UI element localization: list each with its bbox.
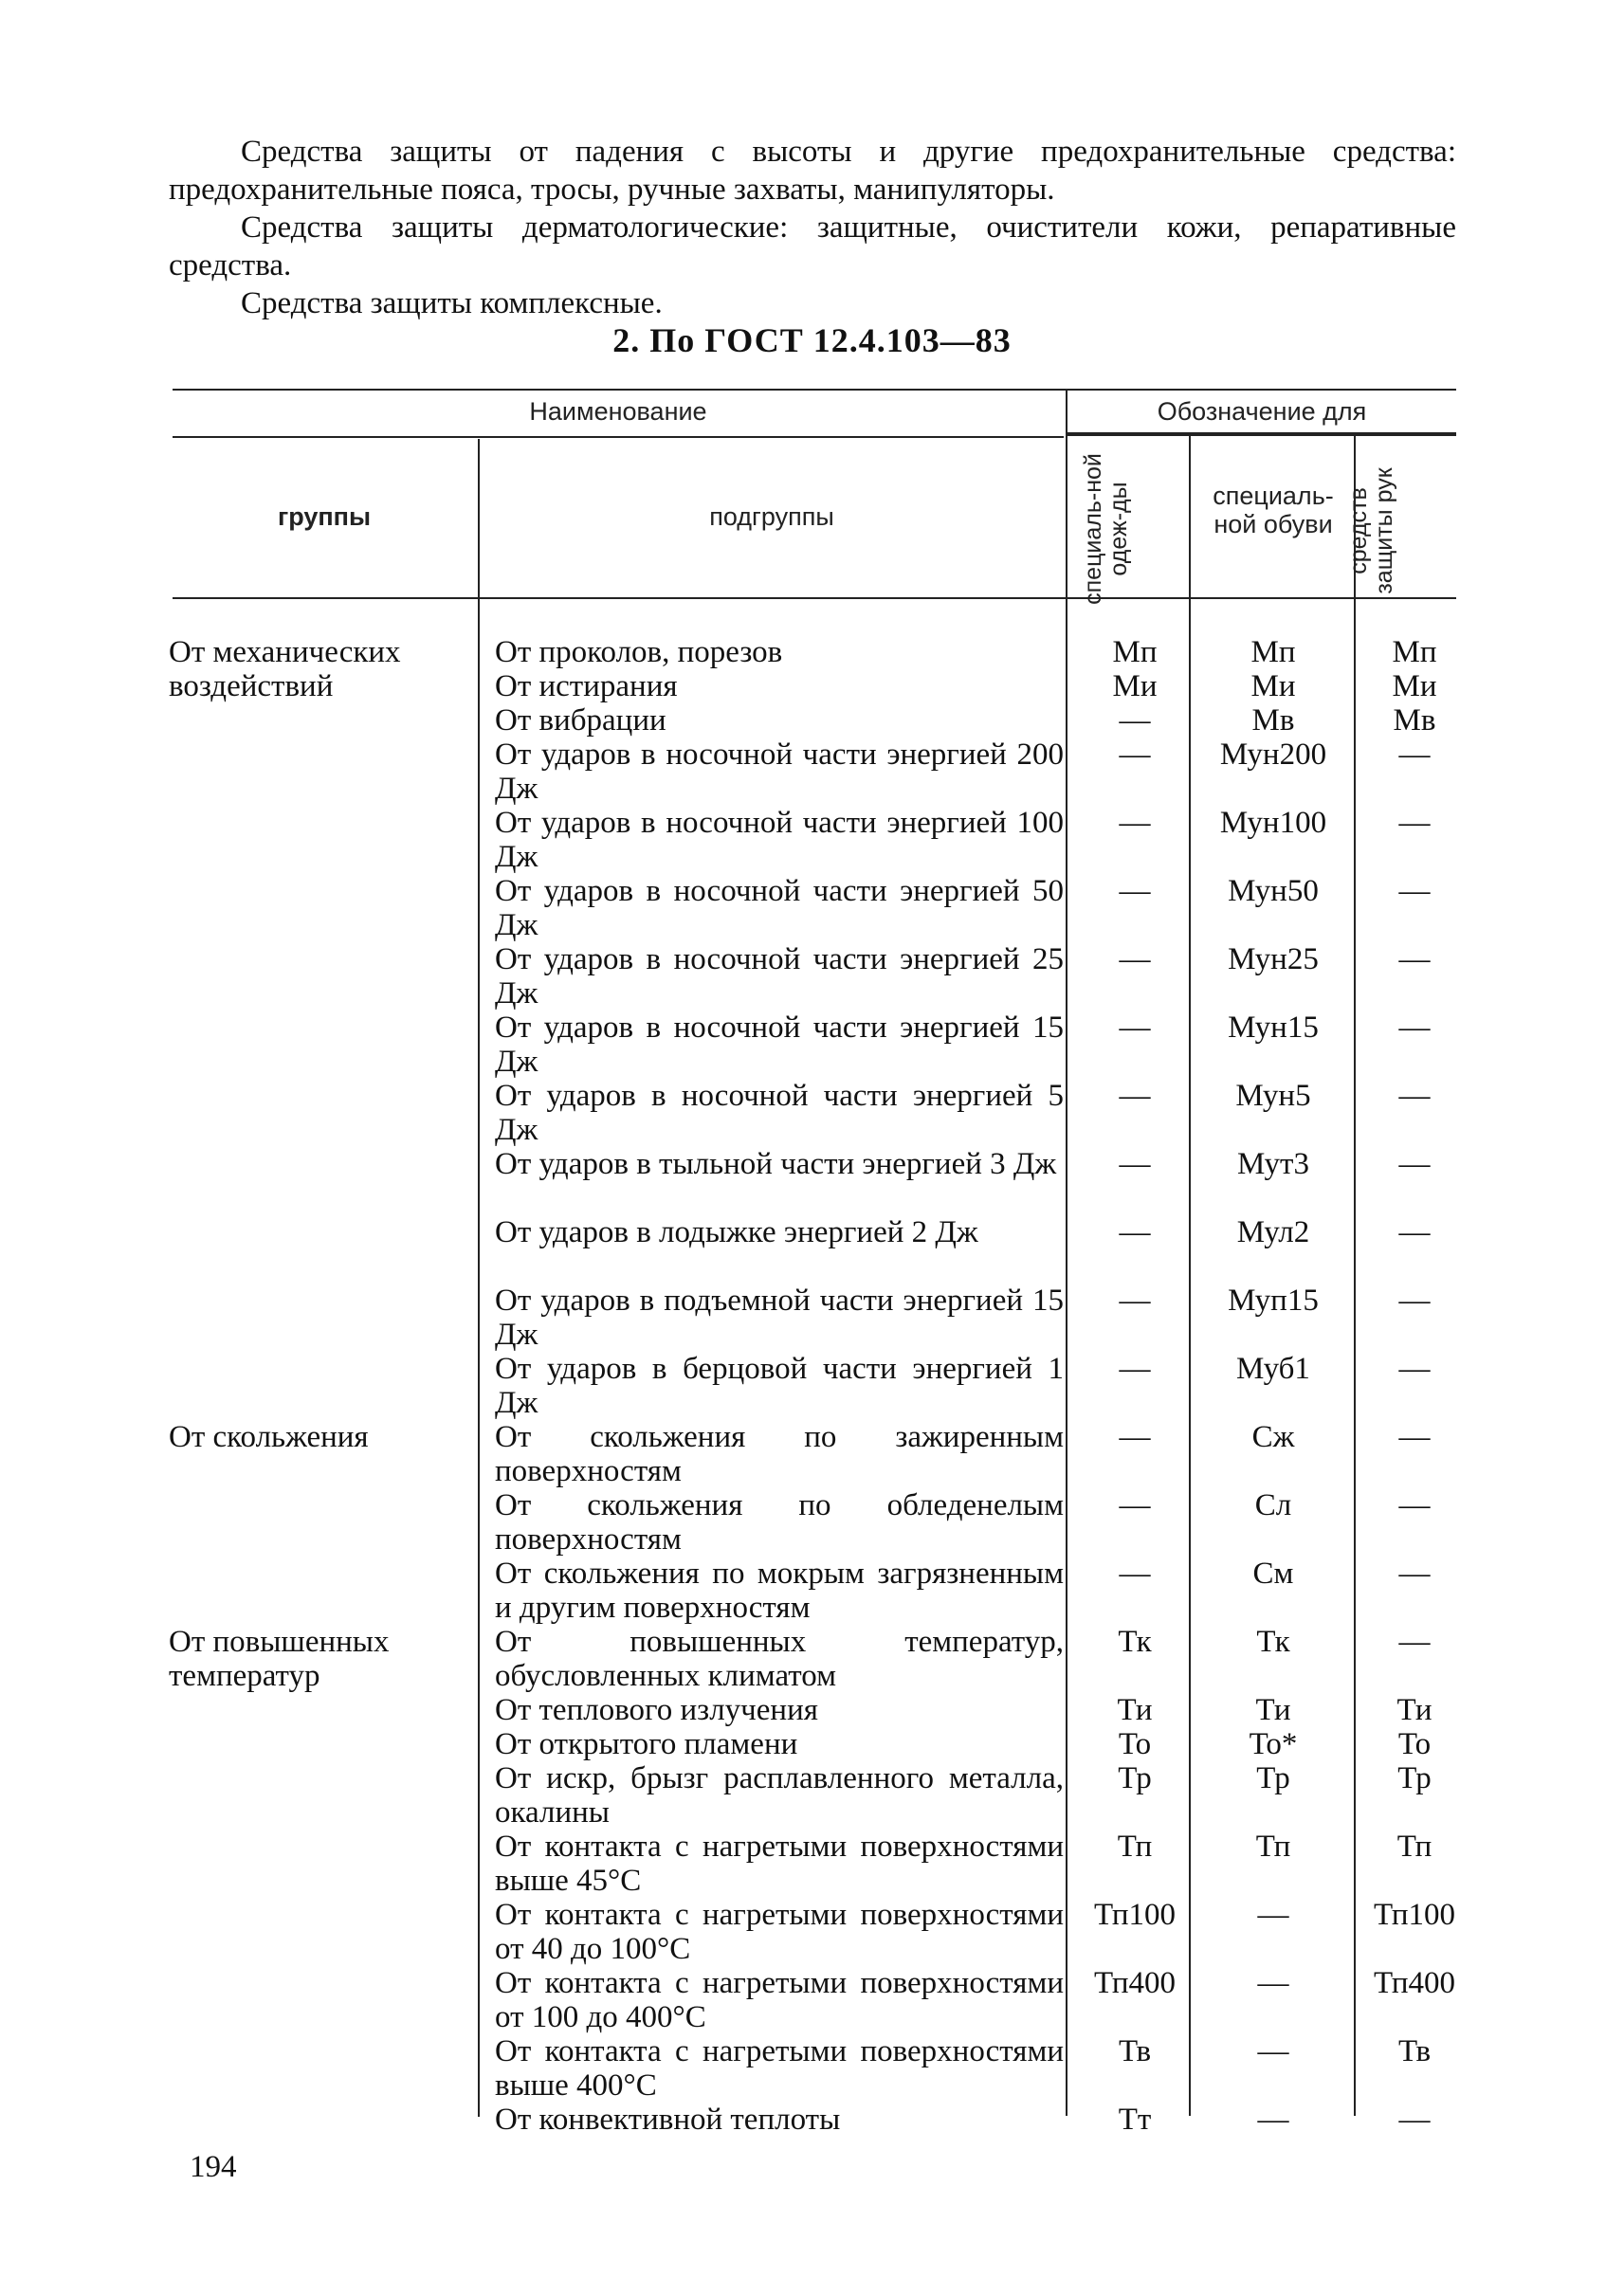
subgroup-cell: От ударов в тыльной части энергией 3 Дж — [495, 1147, 1057, 1181]
clothing-code: Ми — [1112, 669, 1158, 703]
footwear-code: Мп — [1250, 635, 1296, 669]
hands-code: Тп400 — [1373, 1966, 1456, 2000]
clothing-code: — — [1119, 1352, 1151, 1386]
footwear-code: — — [1257, 1898, 1289, 1932]
subgroup-cell: От ударов в подъемной части энергией 15 Дж — [495, 1284, 1064, 1352]
subgroup-cell: От ударов в носочной части энергией 5 Дж — [495, 1079, 1064, 1147]
group-cell: От механических воздействий — [169, 635, 401, 703]
intro-paragraph: Средства защиты дерматологические: защитные, очистители кожи, репаративные средства. — [169, 210, 1456, 282]
hands-code: — — [1398, 1011, 1431, 1045]
hands-code: — — [1398, 1625, 1431, 1659]
hands-code: — — [1398, 1488, 1431, 1522]
hands-code: Тп100 — [1373, 1898, 1456, 1932]
clothing-code: Тв — [1118, 2034, 1152, 2068]
clothing-code: — — [1119, 874, 1151, 908]
hands-code: Мв — [1393, 703, 1436, 738]
clothing-code: — — [1119, 1011, 1151, 1045]
hands-code: Тр — [1397, 1761, 1432, 1795]
footwear-code: Ми — [1250, 669, 1296, 703]
footwear-code: Мв — [1251, 703, 1295, 738]
hands-code: — — [1398, 874, 1431, 908]
clothing-code: — — [1119, 1147, 1151, 1181]
group-cell: От повышенных температур — [169, 1625, 390, 1693]
footwear-code: См — [1252, 1557, 1294, 1591]
subgroup-cell: От ударов в берцовой части энергией 1 Дж — [495, 1352, 1064, 1420]
footwear-code: Мун100 — [1219, 806, 1327, 840]
footwear-code: Мун15 — [1228, 1011, 1319, 1045]
header-footwear: специаль-ной обуви — [1213, 482, 1334, 538]
footwear-code: Мун25 — [1228, 942, 1319, 976]
footwear-code: Мут3 — [1237, 1147, 1309, 1181]
hands-code: — — [1398, 1557, 1431, 1591]
footwear-code: Муп15 — [1228, 1284, 1319, 1318]
subgroup-cell: От ударов в носочной части энергией 200 Дж — [495, 738, 1064, 806]
footwear-code: Сж — [1251, 1420, 1295, 1454]
hands-code: — — [1398, 1079, 1431, 1113]
clothing-code: — — [1119, 703, 1151, 738]
subgroup-cell: От конвективной теплоты — [495, 2103, 841, 2137]
hands-code: — — [1398, 2103, 1431, 2137]
column-rule-clothing — [1189, 436, 1191, 2116]
hands-code: — — [1398, 1420, 1431, 1454]
clothing-code: — — [1119, 1488, 1151, 1522]
subgroup-cell: От контакта с нагретыми поверхностями от 40 до 100°С — [495, 1898, 1064, 1966]
footwear-code: То* — [1249, 1727, 1298, 1761]
hands-code: — — [1398, 1352, 1431, 1386]
subgroup-cell: От проколов, порезов — [495, 635, 783, 669]
section-title: 2. По ГОСТ 12.4.103—83 — [612, 321, 1012, 359]
footwear-code: Муб1 — [1236, 1352, 1310, 1386]
hands-code: — — [1398, 942, 1431, 976]
clothing-code: Тк — [1118, 1625, 1152, 1659]
header-name: Наименование — [529, 397, 707, 426]
footwear-code: Тр — [1256, 1761, 1290, 1795]
clothing-code: — — [1119, 738, 1151, 772]
header-sub-rule-left — [173, 436, 1064, 438]
clothing-code: Ти — [1117, 1693, 1153, 1727]
subgroup-cell: От ударов в носочной части энергией 15 Дж — [495, 1011, 1064, 1079]
footwear-code: Ти — [1255, 1693, 1291, 1727]
clothing-code: То — [1118, 1727, 1152, 1761]
header-group: группы — [277, 502, 372, 531]
subgroup-cell: От открытого пламени — [495, 1727, 798, 1761]
subgroup-cell: От теплового излучения — [495, 1693, 818, 1727]
footwear-code: Тп — [1255, 1830, 1291, 1864]
footwear-code: — — [1257, 2034, 1289, 2068]
header-designation: Обозначение для — [1157, 397, 1367, 426]
hands-code: Ми — [1392, 669, 1437, 703]
table-top-rule — [173, 389, 1456, 391]
hands-code: — — [1398, 1215, 1431, 1249]
header-subgroup: подгруппы — [709, 502, 834, 531]
column-rule-subgroup — [1066, 391, 1067, 2116]
clothing-code: — — [1119, 1557, 1151, 1591]
clothing-code: — — [1119, 806, 1151, 840]
subgroup-cell: От ударов в носочной части энергией 100 Дж — [495, 806, 1064, 874]
subgroup-cell: От контакта с нагретыми поверхностями выше 400°С — [495, 2034, 1064, 2103]
group-cell: От скольжения — [169, 1420, 369, 1454]
clothing-code: Мп — [1112, 635, 1158, 669]
intro-text — [169, 133, 1456, 322]
intro-paragraph: Средства защиты от падения с высоты и другие предохранительные средства: предохранительные пояса, тросы, ручные захваты, манипуляторы. — [169, 135, 1456, 207]
footwear-code: Мул2 — [1236, 1215, 1310, 1249]
subgroup-cell: От скольжения по обледенелым поверхностям — [495, 1488, 1064, 1557]
column-rule-group — [478, 439, 480, 2117]
column-rule-footwear — [1354, 436, 1356, 2116]
subgroup-cell: От искр, брызг расплавленного металла, окалины — [495, 1761, 1064, 1830]
hands-code: — — [1398, 738, 1431, 772]
clothing-code: — — [1119, 942, 1151, 976]
hands-code: Мп — [1392, 635, 1437, 669]
hands-code: — — [1398, 1284, 1431, 1318]
header-hands: средств защиты рук — [1345, 467, 1397, 594]
footwear-code: Мун5 — [1235, 1079, 1311, 1113]
subgroup-cell: От ударов в носочной части энергией 50 Дж — [495, 874, 1064, 942]
footwear-code: Сл — [1254, 1488, 1292, 1522]
footwear-code: — — [1257, 2103, 1289, 2137]
clothing-code: Тт — [1118, 2103, 1152, 2137]
footwear-code: Тк — [1256, 1625, 1290, 1659]
hands-code: То — [1397, 1727, 1432, 1761]
hands-code: — — [1398, 806, 1431, 840]
footwear-code: Мун200 — [1219, 738, 1327, 772]
subgroup-cell: От ударов в носочной части энергией 25 Дж — [495, 942, 1064, 1011]
header-clothing: специаль-ной одеж-ды — [1080, 453, 1132, 605]
header-bottom-rule — [173, 597, 1456, 599]
subgroup-cell: От скольжения по зажиренным поверхностям — [495, 1420, 1064, 1488]
clothing-code: Тп400 — [1093, 1966, 1177, 2000]
intro-paragraph: Средства защиты комплексные. — [241, 286, 663, 320]
hands-code: Тв — [1397, 2034, 1432, 2068]
subgroup-cell: От истирания — [495, 669, 678, 703]
clothing-code: — — [1119, 1284, 1151, 1318]
subgroup-cell: От повышенных температур, обусловленных климатом — [495, 1625, 1064, 1693]
clothing-code: Тр — [1118, 1761, 1152, 1795]
clothing-code: — — [1119, 1079, 1151, 1113]
clothing-code: — — [1119, 1420, 1151, 1454]
footwear-code: — — [1257, 1966, 1289, 2000]
hands-code: Тп — [1396, 1830, 1432, 1864]
subgroup-cell: От контакта с нагретыми поверхностями выше 45°С — [495, 1830, 1064, 1898]
subgroup-cell: От контакта с нагретыми поверхностями от 100 до 400°С — [495, 1966, 1064, 2034]
subgroup-cell: От ударов в лодыжке энергией 2 Дж — [495, 1215, 978, 1249]
hands-code: — — [1398, 1147, 1431, 1181]
header-sub-rule-right — [1067, 432, 1456, 436]
subgroup-cell: От вибрации — [495, 703, 666, 738]
clothing-code: Тп — [1117, 1830, 1153, 1864]
hands-code: Ти — [1396, 1693, 1432, 1727]
clothing-code: Тп100 — [1093, 1898, 1177, 1932]
page-number: 194 — [190, 2150, 237, 2184]
clothing-code: — — [1119, 1215, 1151, 1249]
subgroup-cell: От скольжения по мокрым загрязненным и другим поверхностям — [495, 1557, 1064, 1625]
footwear-code: Мун50 — [1228, 874, 1319, 908]
